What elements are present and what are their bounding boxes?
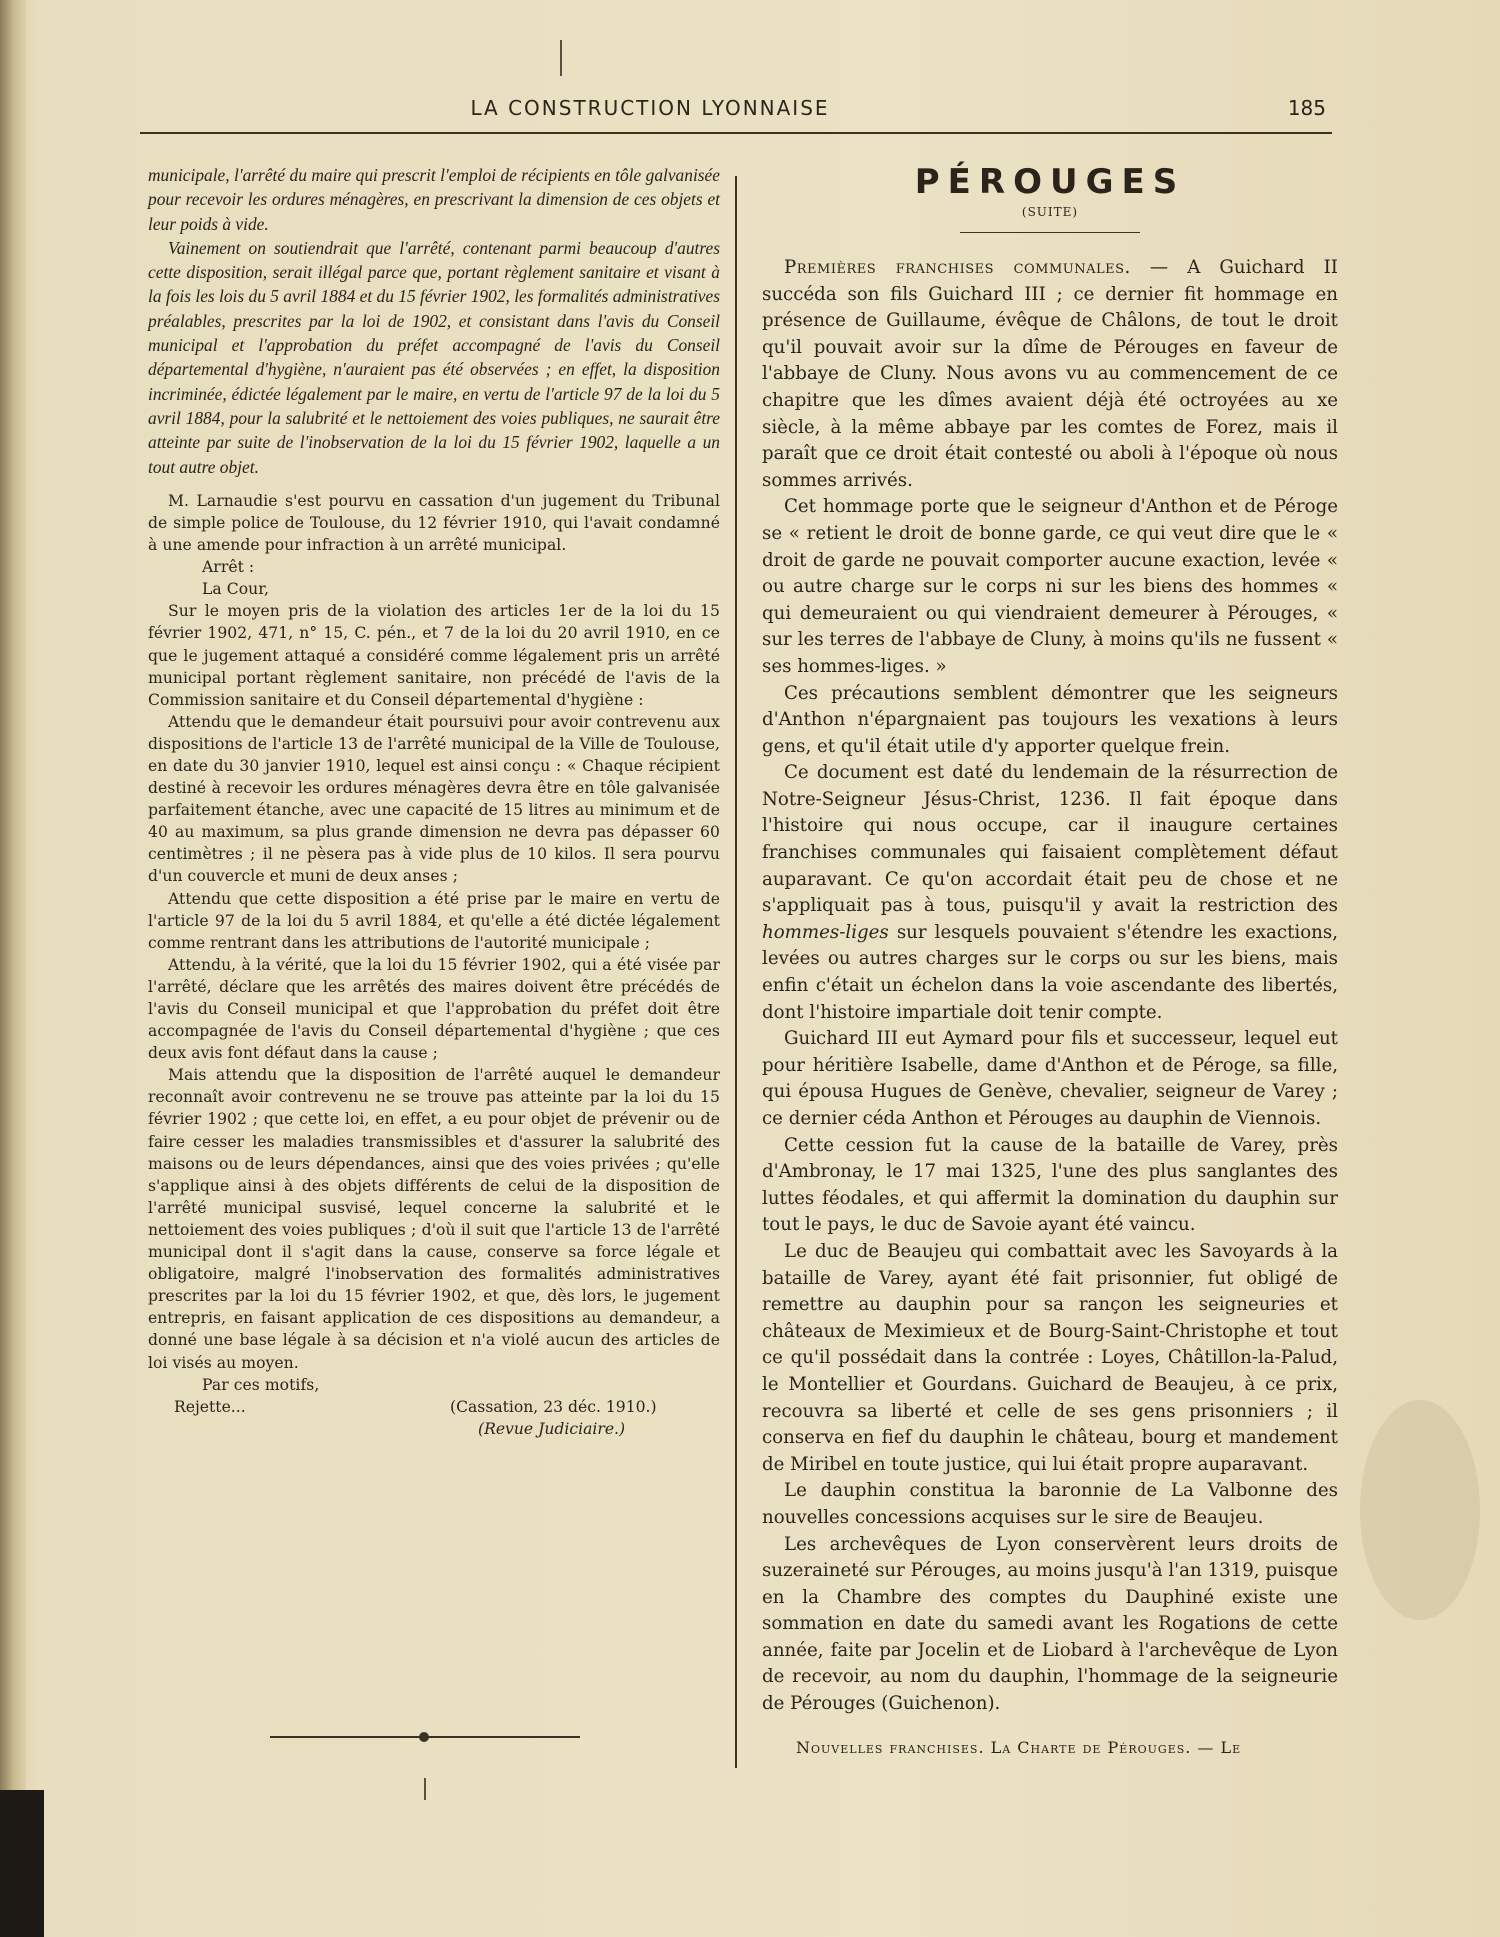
title-rule [960, 232, 1140, 233]
bottom-pencil-mark [424, 1778, 426, 1800]
paragraph-text: sur lesquels pouvaient s'étendre les exactions, levées ou autres charges sur le corps ou sur les biens, mais enfin c'était un échelon dans la voie ascendante des libertés, dont l'histoire impartiale doit tenir compte. [762, 921, 1338, 1023]
paper-stain [1360, 1400, 1480, 1620]
article-paragraph: Ces précautions semblent démontrer que les seigneurs d'Anthon n'épargnaient pas toujours les vexations à leurs gens, et qu'il était utile d'y apporter quelque frein. [762, 682, 1338, 757]
judgment-signature [148, 1396, 720, 1440]
citation: (Cassation, 23 déc. 1910.) [450, 1397, 657, 1416]
article-paragraph: Guichard III eut Aymard pour fils et successeur, lequel eut pour héritière Isabelle, dame d'Anthon et de Péroge, sa fille, qui épousa Hugues de Genève, chevalier, seigneur de Varey ; ce dernier céda Anthon et Pérouges au dauphin de Viennois. [762, 1028, 1338, 1129]
italic-paragraph: Vainement on soutiendrait que l'arrêté, contenant parmi beaucoup d'autres cette disposition, serait illégal parce que, portant règlement sanitaire et visant à la fois les lois du 5 avril 1884 et du 15 février 1902, les formalités administratives préalables, prescrites par la loi de 1902, et consistant dans l'avis du Conseil municipal et l'approbation du préfet accompagné de l'avis du Conseil départemental d'hygiène, n'auraient pas été observées ; en effet, la disposition incriminée, édictée légalement par le maire, en vertu de l'article 97 de la loi du 5 avril 1884, pour la salubrité et le nettoiement des voies publiques, ne saurait être atteinte par suite de l'inobservation de la loi du 15 février 1902, laquelle a un tout autre objet. [148, 237, 720, 477]
rejette-label: Rejette... [174, 1397, 246, 1416]
binding-strip [0, 1790, 44, 1937]
article-paragraph: Le dauphin constitua la baronnie de La Valbonne des nouvelles concessions acquises sur le sire de Beaujeu. [762, 1480, 1338, 1528]
article-paragraph [762, 255, 1338, 494]
arret-label: Arrêt : [202, 558, 255, 577]
next-section-heading: Nouvelles franchises. La Charte de Pérouges. — Le [796, 1737, 1242, 1757]
source: (Revue Judiciaire.) [478, 1419, 626, 1438]
right-column [762, 163, 1338, 1757]
article-subtitle: (SUITE) [1021, 205, 1079, 219]
article-paragraph: Cette cession fut la cause de la bataille de Varey, près d'Ambronay, le 17 mai 1325, l'une des plus sanglantes des luttes féodales, et qui affermit la domination du dauphin sur tout le pays, le duc de Savoie ayant été vaincu. [762, 1134, 1338, 1236]
paragraph-text: — A Guichard II succéda son fils Guichard III ; ce dernier fit hommage en présence de Guillaume, évêque de Châlons, de tout le droit qu'il pouvait avoir sur la dîme de Pérouges en faveur de l'abbaye de Cluny. Nous avons vu au commencement de ce chapitre que les dîmes avaient déjà été octroyées au xe siècle, à la même abbaye par les comtes de Forez, mais il paraît que ce droit était contesté ou aboli à l'époque où nous sommes arrivés. [762, 257, 1338, 491]
article-paragraph: Cet hommage porte que le seigneur d'Anthon et de Péroge se « retient le droit de bonne garde, ce qui veut dire que le « droit de garde ne pouvait comporter aucune exaction, levée « ou autre charge sur le corps ni sur les biens des hommes « qui demeuraient ou qui viendraient demeurer à Pérouges, « sur les terres de l'abbaye de Cluny, à moins qu'ils ne fussent « ses hommes-liges. » [762, 496, 1338, 677]
case-intro: M. Larnaudie s'est pourvu en cassation d'un jugement du Tribunal de simple police de Toulouse, du 12 février 1910, qui l'avait condamné à une amende pour infraction à un arrêté municipal. [148, 491, 720, 555]
book-spine [0, 0, 26, 1937]
judgment-paragraph: Sur le moyen pris de la violation des articles 1er de la loi du 15 février 1902, 471, n° 15, C. pén., et 7 de la loi du 20 avril 1910, en ce que le jugement attaqué a considéré comme légalement pris un arrêté municipal portant règlement sanitaire, non précédé de l'avis de la Commission sanitaire et du Conseil départemental d'hygiène : [148, 602, 720, 709]
judgment-paragraph: Attendu, à la vérité, que la loi du 15 février 1902, qui a été visée par l'arrêté, déclare que les arrêtés des maires doivent être précédés de l'avis du Conseil municipal et que l'approbation du préfet doit être accompagnée de l'avis du Conseil départemental d'hygiène ; que ces deux avis font défaut dans la cause ; [148, 955, 720, 1063]
motifs-label: Par ces motifs, [202, 1375, 320, 1394]
article-title: PÉROUGES [914, 162, 1186, 202]
article-paragraph: Les archevêques de Lyon conservèrent leurs droits de suzeraineté sur Pérouges, au moins jusqu'à l'an 1319, puisque en la Chambre des comptes du Dauphiné existe une sommation en date du samedi avant les Rogations de cette année, faite par Jocelin et de Liobard à l'archevêque de Lyon de recevoir, au nom du dauphin, l'hommage de la seigneurie de Pérouges (Guichenon). [762, 1533, 1338, 1715]
paragraph-text: Ce document est daté du lendemain de la résurrection de Notre-Seigneur Jésus-Christ, 1236. Il fait époque dans l'histoire qui nous occupe, car il inaugure certaines franchises communales qui faisaient complètement défaut auparavant. Ce qu'on accordait était peu de chose et ne s'appliquait pas à tous, puisqu'il y avait la restriction des [762, 762, 1338, 917]
article-paragraph [762, 760, 1338, 1026]
page-number: 185 [1287, 96, 1326, 120]
column-rule [735, 176, 737, 1768]
cour-label: La Cour, [202, 580, 270, 599]
header-rule [140, 132, 1332, 134]
italic-paragraph: municipale, l'arrêté du maire qui prescrit l'emploi de récipients en tôle galvanisée pour recevoir les ordures ménagères, en prescrivant la dimension de ces objets et leur poids à vide. [148, 165, 720, 234]
article-paragraph: Le duc de Beaujeu qui combattait avec les Savoyards à la bataille de Varey, ayant été fait prisonnier, fut obligé de remettre au dauphin pour sa rançon les seigneuries et châteaux de Meximieux et de Bourg-Saint-Christophe et tout ce qu'il possédait dans la contrée : Loyes, Châtillon-la-Palud, le Montellier et Gourdans. Guichard de Beaujeu, à ce prix, recouvra sa liberté et celle de ses gens prisonniers ; il conserva en fief du dauphin le château, bourg et mandement de Miribel en toute justice, qui lui était propre auparavant. [762, 1240, 1338, 1475]
judgment-paragraph: Mais attendu que la disposition de l'arrêté auquel le demandeur reconnaît avoir contrevenu ne se trouve pas atteinte par la loi du 15 février 1902 ; que cette loi, en effet, a eu pour objet de prévenir ou de faire cesser les maladies transmissibles et d'assurer la salubrité des maisons ou de leurs dépendances, ainsi que des voies privées ; qu'elle s'applique ainsi à des objets différents de celui de la disposition de l'arrêté municipal susvisé, lequel concerne la salubrité et le nettoiement des voies publiques ; d'où il suit que l'article 13 de l'arrêté municipal dont il s'agit dans la cause, conserve sa force légale et obligatoire, malgré l'inobservation des formalités administratives prescrites par la loi du 15 février 1902, et que, dès lors, le jugement entrepris, en faisant application de ces dispositions au demandeur, a donné une base légale à sa décision et n'a violé aucun des articles de loi visés au moyen. [148, 1066, 720, 1372]
emphasis-term: hommes-liges [762, 921, 889, 943]
top-pencil-mark [560, 40, 562, 76]
judgment-paragraph: Attendu que cette disposition a été prise par le maire en vertu de l'article 97 de la loi du 5 avril 1884, et qu'elle a été dictée légalement comme rentrant dans les attributions de l'autorité municipale ; [148, 889, 720, 952]
left-column [148, 163, 720, 1440]
judgment-paragraph: Attendu que le demandeur était poursuivi pour avoir contrevenu aux dispositions de l'article 13 de l'arrêté municipal de la Ville de Toulouse, en date du 30 janvier 1910, lequel est ainsi conçu : « Chaque récipient destiné à recevoir les ordures ménagères devra être en tôle galvanisée parfaitement étanche, avec une capacité de 15 litres au minimum et de 40 au maximum, sa plus grande dimension ne devra pas dépasser 60 centimètres ; il ne pèsera pas à vide plus de 10 kilos. Il sera pourvu d'un couvercle et muni de deux anses ; [148, 712, 720, 886]
end-ornament-dot [419, 1732, 429, 1742]
section-label: Premières franchises communales. [784, 257, 1131, 278]
running-header-title: LA CONSTRUCTION LYONNAISE [470, 96, 830, 120]
